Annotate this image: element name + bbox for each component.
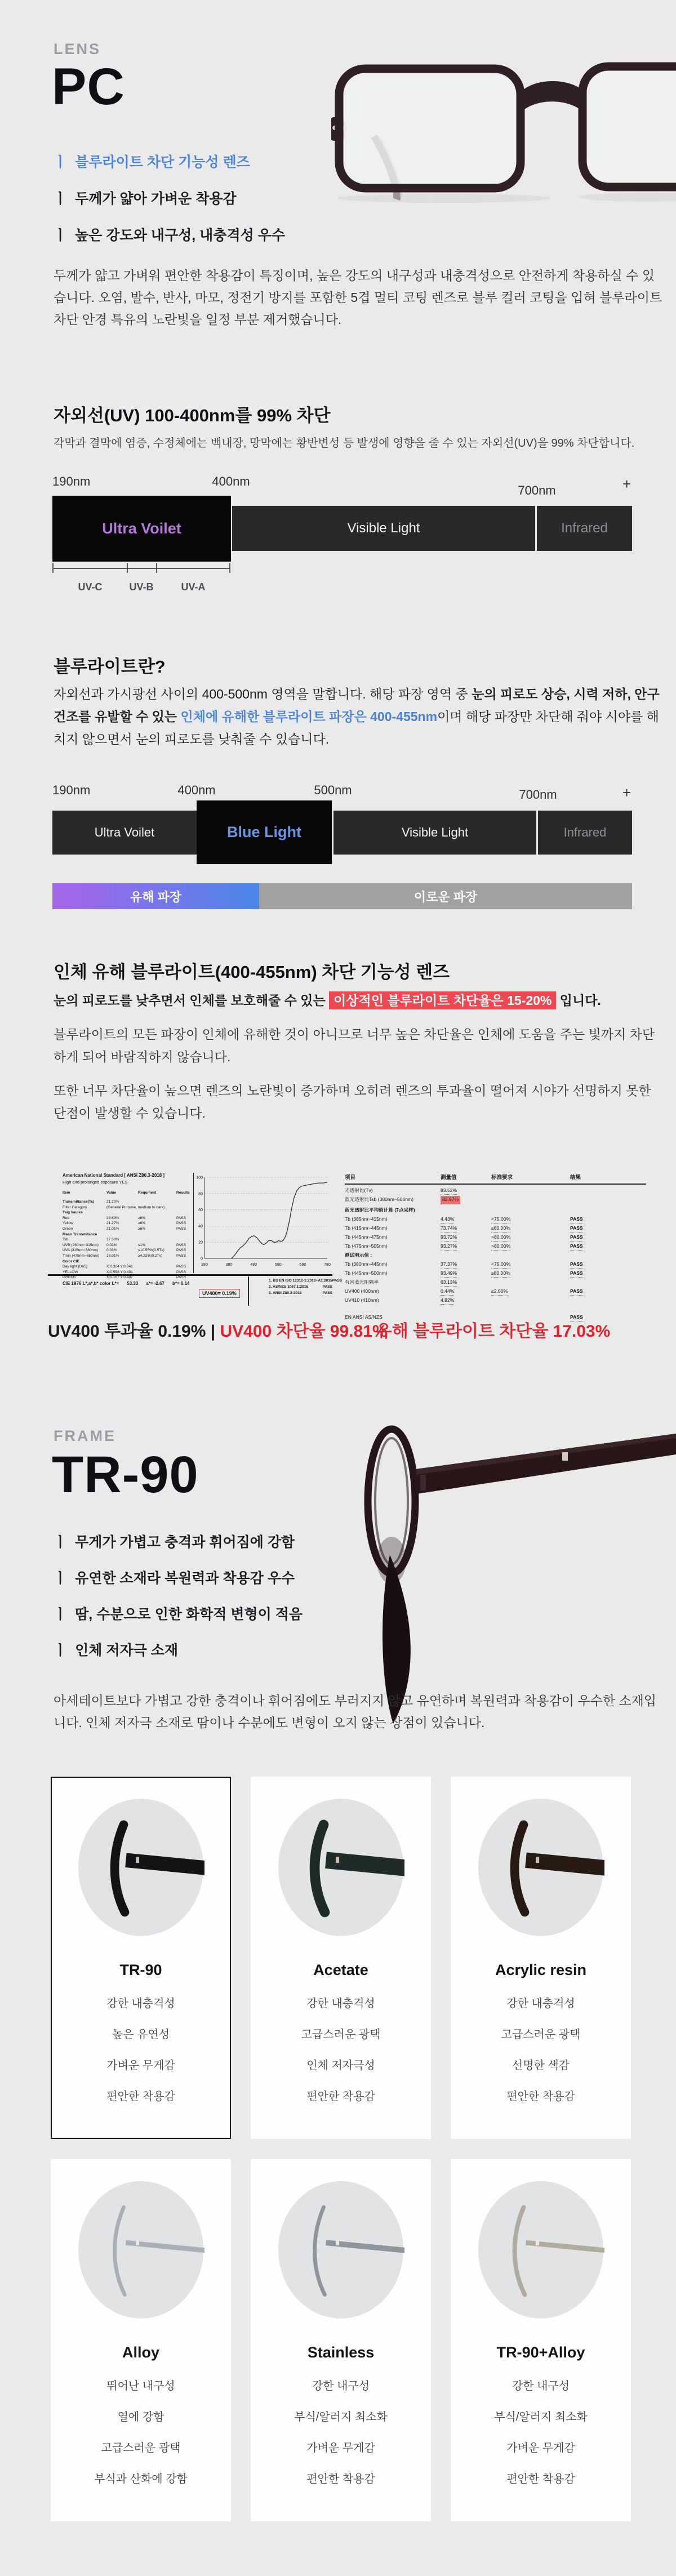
frame-feature-item	[54, 1603, 303, 1623]
report-col-req: Requment	[138, 1191, 157, 1195]
cn-report-row: 蓝光透射比Tsb (380nm~500nm) 82.97%	[345, 1196, 646, 1204]
hinge-pin	[136, 1857, 139, 1863]
harmful-wavelength-segment: 유해 파장	[52, 883, 259, 909]
svg-text:20: 20	[198, 1240, 203, 1245]
report-row: Tmin (475nm~650nm) 16.01% ≥4.22%(0.2Tv) PASS	[63, 1253, 186, 1258]
cn-report-row: UV410 (410nm) 4.82%	[345, 1297, 646, 1303]
card-title: TR-90	[119, 1961, 162, 1978]
feature-bullet: ㅣ	[54, 228, 68, 243]
report-col-res: Results	[176, 1191, 190, 1195]
feature-bullet: ㅣ	[54, 1534, 68, 1550]
card-glasses-photo	[277, 2181, 404, 2319]
cn-report-row: Tb (475nm~505nm) 93.27% >80.00% PASS	[345, 1243, 646, 1249]
blocking-p1-post: 입니다.	[556, 993, 601, 1008]
lens-title: PC	[52, 58, 125, 115]
card-glasses-photo	[77, 2181, 204, 2319]
uv-band-ultraviolet: Ultra Voilet	[52, 496, 231, 562]
cn-report-row: Tb (385nm~415nm) 4.43% <75.00% PASS	[345, 1216, 646, 1222]
uv-ruler-label-uvc: UV-C	[78, 581, 103, 593]
glasses-front-photo	[331, 52, 676, 207]
card-feature: 고급스러운 광택	[501, 2028, 581, 2041]
bluelight-text-segment: 인체에 유해한 블루라이트 파장은 400-455nm	[180, 709, 438, 724]
cn-report-row: 蓝光透射比平均值计算 (7点采样)	[345, 1207, 415, 1213]
bluelight-description	[54, 683, 665, 750]
feature-text: 블루라이트 차단 기능성 렌즈	[75, 154, 250, 170]
svg-text:480: 480	[250, 1263, 257, 1267]
blocking-p1	[54, 989, 665, 1012]
bl-band-infrared: Infrared	[538, 811, 632, 855]
bluelight-rate-caption: 유해 블루라이트 차단율 17.03%	[375, 1322, 611, 1341]
card-title: Stainless	[307, 2344, 375, 2361]
card-feature: 가벼운 무게감	[506, 2442, 575, 2454]
card-feature: 가벼운 무게감	[106, 2059, 175, 2072]
frame-feature-list	[54, 1531, 303, 1675]
blocking-p2: 블루라이트의 모든 파장이 인체에 유해한 것이 아니므로 너무 높은 차단율은 인체에 도움을 주는 빛까지 차단하게 되어 바람직하지 않습니다.	[54, 1027, 655, 1064]
report-col-item: Item	[63, 1191, 70, 1195]
frame-section-label: FRAME	[54, 1427, 116, 1444]
uv-ruler-tick	[52, 563, 54, 573]
card-feature: 강한 내구성	[512, 2380, 570, 2392]
svg-text:780: 780	[324, 1263, 331, 1267]
cn-report-row: Tb (380nm~445nm) 37.37% <75.00% PASS	[345, 1261, 646, 1267]
uv-ruler-line	[52, 568, 230, 569]
card-feature: 열에 강함	[117, 2411, 164, 2423]
report-row: UVA (315nm~380nm) 0.03% ≤10.55%(0.5Tv) PASS	[63, 1248, 186, 1253]
report-title: American National Standard [ ANSI Z80.3-2018 ]	[63, 1173, 165, 1178]
hinge-pin	[336, 2240, 339, 2245]
cn-report-row: UV400 (400nm) 0.44% ≤2.00% PASS	[345, 1288, 646, 1294]
material-card[interactable]	[451, 2159, 631, 2521]
uv-subtext: 각막과 결막에 염증, 수정체에는 백내장, 망막에는 황반변성 등 발생에 영향을 줄 수 있는 자외선(UV)을 99% 차단합니다.	[54, 437, 635, 450]
beneficial-wavelength-segment: 이로운 파장	[259, 883, 632, 909]
card-feature: 편안한 착용감	[506, 2090, 575, 2103]
cn-report-scan	[345, 1173, 646, 1320]
blocking-heading: 인체 유해 블루라이트(400-455nm) 차단 기능성 렌즈	[54, 962, 450, 982]
report-table	[63, 1189, 192, 1197]
bl-band-ultraviolet: Ultra Voilet	[52, 811, 197, 855]
card-feature: 부식/알러지 최소화	[494, 2411, 588, 2423]
standard-row: 1. BS EN ISO 12312-1:2013+A1:2015 PASS	[269, 1279, 343, 1283]
cn-report-row: 测试明示值 :	[345, 1252, 372, 1258]
card-feature: 강한 내충격성	[106, 1997, 175, 2010]
cn-report-row: 有害蓝光阻隔率 63.13%	[345, 1279, 646, 1285]
lens-feature-list	[54, 151, 285, 261]
cn-report-row: Tb (445nm~475nm) 93.72% >80.00% PASS	[345, 1234, 646, 1240]
card-glasses-photo	[477, 2181, 604, 2319]
report-row: Tsb 17.58%	[63, 1238, 119, 1242]
uv-heading: 자외선(UV) 100-400nm를 99% 차단	[54, 406, 331, 425]
report-row: Color CIE	[63, 1259, 80, 1263]
card-feature: 높은 유연성	[112, 2028, 170, 2041]
report-row: Filter Category (General Purpose, medium to dark)	[63, 1205, 165, 1209]
report-rule	[48, 1274, 332, 1276]
report-cie-footer: CIE 1976 L*,a*,b* color L*= 53.33 a*= -2.67 b*= 6.14	[63, 1281, 190, 1286]
uv-band-visible: Visible Light	[232, 506, 535, 551]
card-title: TR-90+Alloy	[496, 2344, 585, 2361]
cn-report-row: Tb (415nm~445nm) 73.74% ≤80.00% PASS	[345, 1225, 646, 1231]
svg-text:40: 40	[198, 1224, 203, 1229]
svg-text:580: 580	[274, 1263, 282, 1267]
feature-bullet: ㅣ	[54, 191, 68, 207]
uv400-caption: UV400 투과율 0.19% | UV400 차단율 99.81%	[48, 1322, 388, 1341]
standards-divider	[248, 1276, 249, 1306]
svg-text:100: 100	[196, 1176, 203, 1180]
card-feature: 고급스러운 광택	[101, 2442, 181, 2454]
bl-scale-700nm: 700nm	[519, 788, 557, 802]
material-cards-row2	[51, 2159, 631, 2521]
report-row: Day light (D65) X:0.324 Y:0.341 PASS	[63, 1265, 186, 1269]
uv-scale-190nm: 190nm	[52, 474, 91, 488]
card-feature: 편안한 착용감	[506, 2473, 575, 2485]
card-feature: 강한 내충격성	[506, 1997, 575, 2010]
hinge-pin	[536, 2240, 539, 2245]
svg-text:380: 380	[225, 1263, 233, 1267]
report-row: Green 21.01% ≥6% PASS	[63, 1226, 186, 1231]
lens-feature-item	[54, 188, 285, 208]
feature-bullet: ㅣ	[54, 154, 68, 170]
card-glasses-photo	[477, 1798, 604, 1937]
svg-text:680: 680	[299, 1263, 306, 1267]
material-cards-row1	[51, 1777, 631, 2139]
card-title: Acetate	[313, 1961, 368, 1978]
report-row: Transmittance(Tc) 21.10%	[63, 1200, 119, 1204]
uv-scale-700nm: 700nm	[518, 483, 556, 497]
uv-ruler-label-uvb: UV-B	[129, 581, 154, 593]
report-row: Yellow 21.27% ≥6% PASS	[63, 1221, 186, 1226]
card-glasses-photo	[77, 1798, 204, 1937]
standard-row: 3. ANSI Z80.3-2018 PASS	[269, 1291, 332, 1295]
standards-list	[269, 1278, 343, 1296]
material-card[interactable]	[51, 2159, 231, 2521]
card-feature: 가벼운 무게감	[306, 2442, 375, 2454]
transmittance-chart	[195, 1174, 331, 1271]
card-feature: 편안한 착용감	[106, 2090, 175, 2103]
report-row: Tsig Vaules	[63, 1211, 83, 1215]
blocking-p3: 또한 너무 차단율이 높으면 렌즈의 노란빛이 증가하며 오히려 렌즈의 투과율이 떨어져 시야가 선명하지 못한 단점이 발생할 수 있습니다.	[54, 1083, 651, 1120]
ansi-report-scan	[48, 1173, 343, 1305]
cn-report-rows	[345, 1187, 646, 1320]
uv-ruler-tick	[156, 563, 157, 573]
uv-ruler-tick	[229, 563, 230, 573]
svg-text:60: 60	[198, 1208, 203, 1213]
uv-ruler-tick	[127, 563, 128, 573]
card-feature: 뛰어난 내구성	[106, 2380, 175, 2392]
frame-feature-item	[54, 1567, 303, 1587]
report-col-value: Value	[106, 1191, 117, 1195]
card-feature: 강한 내충격성	[306, 1997, 375, 2010]
hinge-pin	[336, 1857, 339, 1863]
lens-feature-item	[54, 224, 285, 244]
feature-text: 땀, 수분으로 인한 화학적 변형이 적음	[75, 1607, 303, 1622]
bl-scale-400nm: 400nm	[177, 783, 216, 797]
feature-text: 두께가 얇아 가벼운 착용감	[75, 191, 237, 207]
feature-bullet: ㅣ	[54, 1643, 68, 1658]
report-row: GREEN X:0.197 Y:0.407 PASS	[63, 1275, 186, 1280]
report-table-rows	[63, 1199, 192, 1280]
svg-text:280: 280	[201, 1263, 208, 1267]
cn-report-row: Tb (445nm~500nm) 93.49% ≥80.00% PASS	[345, 1270, 646, 1276]
brand-logo-mark	[562, 1452, 568, 1461]
report-divider	[193, 1173, 194, 1273]
card-feature: 선명한 색감	[512, 2059, 570, 2072]
wavelength-gradient-bar	[52, 883, 632, 909]
card-title: Alloy	[122, 2344, 159, 2361]
frame-title: TR-90	[52, 1446, 199, 1503]
material-card[interactable]	[51, 1777, 231, 2139]
frame-feature-item	[54, 1639, 303, 1660]
feature-text: 유연한 소재라 복원력과 착용감 우수	[75, 1570, 295, 1586]
material-card[interactable]	[451, 1777, 631, 2139]
report-row: Mean Transmitance	[63, 1232, 97, 1236]
feature-text: 높은 강도와 내구성, 내충격성 우수	[75, 228, 285, 243]
card-feature: 강한 내구성	[312, 2380, 370, 2392]
feature-bullet: ㅣ	[54, 1607, 68, 1622]
svg-text:0: 0	[201, 1257, 203, 1261]
card-feature: 편안한 착용감	[306, 2473, 375, 2485]
card-feature: 편안한 착용감	[306, 2090, 375, 2103]
feature-bullet: ㅣ	[54, 1570, 68, 1586]
hinge-pin	[136, 2240, 139, 2245]
hinge-pin	[536, 1857, 539, 1863]
card-feature: 고급스러운 광택	[301, 2028, 381, 2041]
card-feature: 부식/알러지 최소화	[294, 2411, 388, 2423]
bl-band-bluelight: Blue Light	[197, 800, 332, 864]
uv-ruler-label-uva: UV-A	[181, 581, 206, 593]
bl-scale-500nm: 500nm	[314, 783, 352, 797]
card-feature: 부식과 산화에 강함	[94, 2473, 188, 2485]
cn-report-row: 光透射比(Tv) 93.52%	[345, 1187, 646, 1194]
blocking-p1-pre: 눈의 피로도를 낮추면서 인체를 보호해줄 수 있는	[54, 993, 330, 1008]
uv-band-infrared: Infrared	[537, 506, 632, 551]
bluelight-text-segment: 이며 해당 파장만 차단해 줘야 시야를 해치지 않으면서 눈의 피로도를 낮춰줄 수 있습니다.	[54, 709, 659, 746]
svg-text:80: 80	[198, 1192, 203, 1196]
report-row: YELLOW X:0.598 Y:0.401 PASS	[63, 1270, 186, 1274]
bl-scale-plus: +	[622, 784, 631, 801]
lens-section-label: LENS	[54, 41, 101, 57]
lens-feature-item	[54, 151, 285, 171]
report-row: UVB (280nm~315nm) 0.03% ≤1% PASS	[63, 1243, 186, 1247]
report-subtitle: High and prolonged exposure YES	[63, 1180, 128, 1185]
feature-text: 인체 저자극 소재	[75, 1643, 179, 1658]
cn-report-row: EN ANSI AS/NZS PASS	[345, 1314, 646, 1320]
material-card[interactable]	[251, 1777, 431, 2139]
glasses-side-photo	[338, 1352, 676, 1746]
bl-scale-190nm: 190nm	[52, 783, 91, 797]
ideal-rate-highlight: 이상적인 블루라이트 차단율은 15-20%	[329, 991, 556, 1009]
uv-scale-plus: +	[622, 475, 631, 492]
card-feature: 인체 저자극성	[306, 2059, 375, 2072]
bl-band-visible: Visible Light	[333, 811, 536, 855]
frame-description: 아세테이트보다 가볍고 강한 충격이나 휘어짐에도 부러지지 않고 유연하며 복원력과 착용감이 우수한 소재입니다. 인체 저자극 소재로 땀이나 수분에도 변형이 오지 않는 장점이 있습니다.	[54, 1693, 657, 1730]
feature-text: 무게가 가볍고 충격과 휘어짐에 강함	[75, 1534, 295, 1550]
bluelight-text-segment: 눈의 피로도 상승, 시력 저하, 안구건조를 유발할 수 있는	[54, 687, 660, 724]
report-row: Red 28.63% ≥8% PASS	[63, 1216, 186, 1220]
cn-report-header: 项目 测量值 标准要求 结果	[345, 1173, 646, 1185]
lens-description: 두께가 얇고 가벼워 편안한 착용감이 특징이며, 높은 강도의 내구성과 내충격성으로 안전하게 착용하실 수 있습니다. 오염, 발수, 반사, 마모, 정전기 방지를 포함한 5겹 멀티 코팅 렌즈로 블루 컬러 코팅을 입혀 블루라이트 차단 안경 특유의 노란빛을 일정 부분 제거했습니다.	[54, 268, 662, 327]
uv400-result-box: UV400= 0.19%	[199, 1289, 240, 1298]
uv-scale-400nm: 400nm	[212, 474, 250, 488]
bluelight-heading: 블루라이트란?	[54, 657, 166, 677]
bluelight-text-segment: 자외선과 가시광선 사이의 400-500nm 영역을 말합니다. 해당 파장 영역 중	[54, 687, 472, 701]
card-title: Acrylic resin	[495, 1961, 587, 1978]
frame-feature-item	[54, 1531, 303, 1551]
card-glasses-photo	[277, 1798, 404, 1937]
standard-row: 2. AS/NZS 1067.1:2016 PASS	[269, 1285, 332, 1289]
material-card[interactable]	[251, 2159, 431, 2521]
